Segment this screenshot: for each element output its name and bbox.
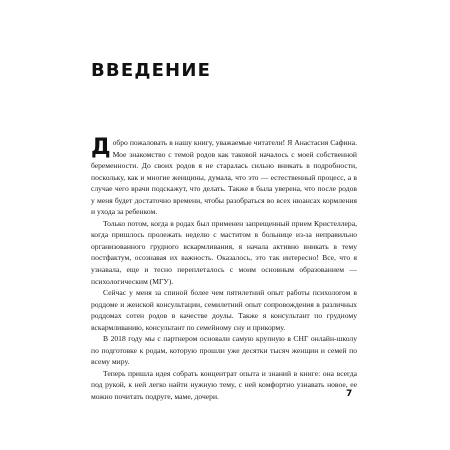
paragraph-5: Теперь пришла идея собрать концентрат опыта и знаний в книге: она всегда под рукой, к ней легко найти нужную тему, с ней комфортно узнавать новое, ее можно почитать подруге, маме, дочери. (91, 368, 357, 402)
page-number: 7 (346, 389, 353, 399)
paragraph-4: В 2018 году мы с партнером основали самую крупную в СНГ онлайн-школу по подготовке к родам, которую прошли уже десятки тысяч женщин и семей по всему миру. (91, 334, 357, 367)
paragraph-2: Только потом, когда в родах был применен запрещенный прием Кристеллера, когда пришлось пролежать неделю с маститом в больнице из-за неправильно организованного грудного вскармливания, я начала активно вникать в тему постфактум, осознавая их важность. Оказалось, это так интересно! Все, что я узнавала, еще и тесно переплеталось с моим основным образованием — психологическим (МГУ). (91, 218, 357, 286)
drop-cap: Д (91, 135, 111, 160)
body-text (91, 137, 357, 403)
paragraph-3: Сейчас у меня за спиной более чем пятилетний опыт работы психологом в роддоме и женской консультации, семилетний опыт сопровождения в различных роддомах сотен родов в качестве доулы. Также я консультант по грудному вскармливанию, консультант по семейному сну и прикорму. (91, 288, 357, 332)
paragraph-1-text: обро пожаловать в нашу книгу, уважаемые читатели! Я Анастасия Сафина. Мое знакомство с темой родов как таковой началось с моей собственной беременности. До своих родов я не старалась сильно вникать в подробности, поскольку, как и многие женщины, думала, что это — естественный процесс, а в случае чего врачи подскажут, что делать. Также я была уверена, что после родов у меня будет достаточно времени, чтобы разобраться во всех нюансах кормления и ухода за ребенком. (91, 138, 357, 217)
paragraph-1 (91, 137, 357, 218)
chapter-heading: ВВЕДЕНИЕ (91, 60, 212, 81)
